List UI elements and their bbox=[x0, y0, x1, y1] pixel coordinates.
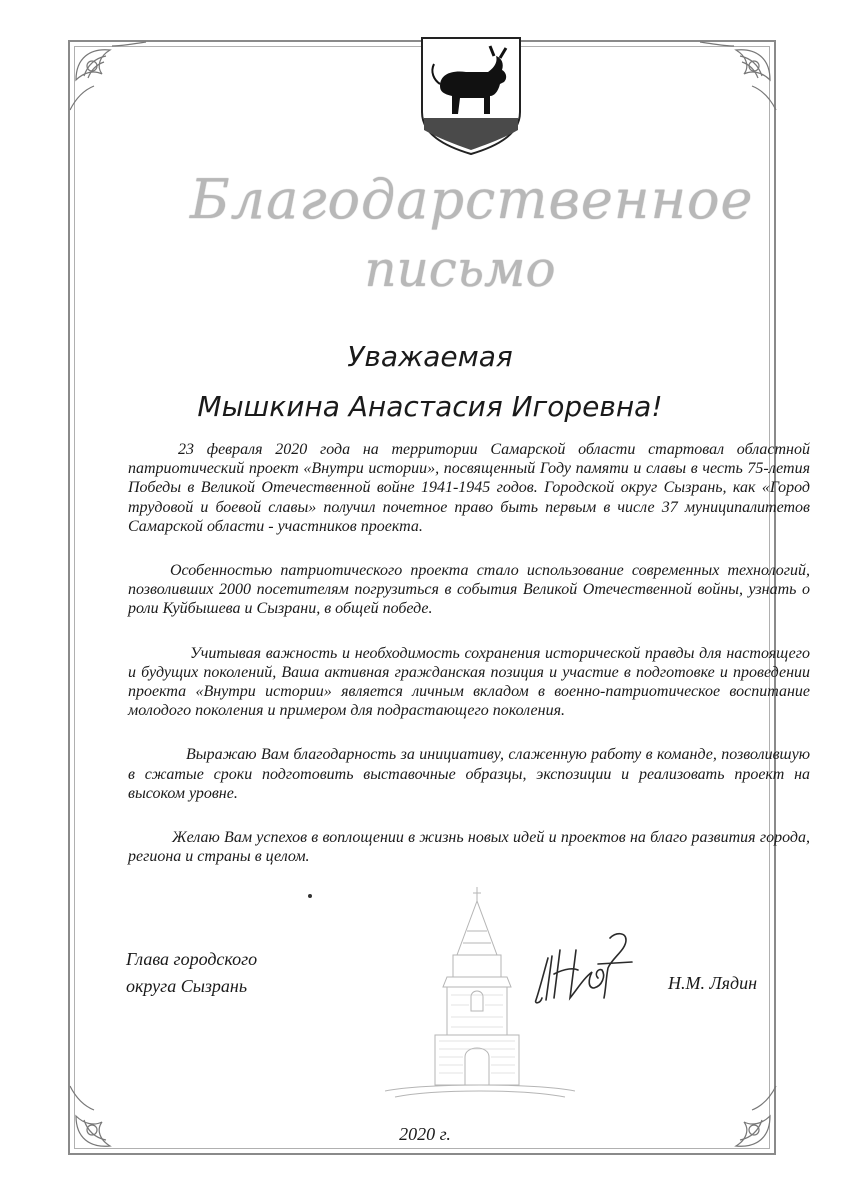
signer-name: Н.М. Лядин bbox=[668, 973, 758, 993]
letter-title: Благодарственное bbox=[190, 168, 754, 231]
body-paragraph: 23 февраля 2020 года на территории Самарской области стартовал областной патриотический проект «Внутри истории», посвященный Году памяти и славы в честь 75-летия Победы в Великой Отечественной войне 1941-1945 годов. Городской округ Сызрань, как «Город трудовой и боевой славы» получил почетное право быть первым в числе 37 муниципалитетов Самарской области - участников проекта. bbox=[128, 441, 810, 535]
ink-dot bbox=[308, 894, 312, 898]
ornament-corner-icon bbox=[66, 40, 150, 124]
body-paragraph: Особенностью патриотического проекта стало использование современных технологий, позволивших 2000 посетителям погрузиться в события Великой Отечественной войны, узнать о роли Куйбышева и Сызрани, в общей победе. bbox=[128, 562, 810, 618]
body-paragraph: Желаю Вам успехов в воплощении в жизнь новых идей и проектов на благо развития города, региона и страны в целом. bbox=[128, 829, 810, 866]
signer-position-line: округа Сызрань bbox=[126, 976, 248, 996]
ornament-corner-icon bbox=[696, 1072, 780, 1156]
signer-position bbox=[126, 946, 346, 1000]
ornament-corner-icon bbox=[66, 1072, 150, 1156]
body-paragraph: Выражаю Вам благодарность за инициативу, слаженную работу в команде, позволившую в сжатые сроки подготовить выставочные образцы, экспозиции и реализовать проект на высоком уровне. bbox=[128, 746, 810, 802]
salutation-greeting: Уважаемая bbox=[347, 340, 513, 373]
recipient-name: Мышкина Анастасия Игоревна! bbox=[197, 390, 663, 423]
body-paragraph: Учитывая важность и необходимость сохранения исторической правды для настоящего и будущих поколений, Ваша активная гражданская позиция и участие в подготовке и проведении проекта «Внутри истории» является личным вкладом в военно-патриотическое воспитание молодого поколения и примером для подрастающего поколения. bbox=[128, 644, 810, 720]
ornament-corner-icon bbox=[696, 40, 780, 124]
letter-body bbox=[128, 440, 810, 891]
letter-subtitle: письмо bbox=[364, 240, 556, 298]
signer-position-line: Глава городского bbox=[126, 949, 258, 969]
coat-of-arms-icon bbox=[418, 34, 524, 156]
letter-year: 2020 г. bbox=[399, 1124, 451, 1144]
handwritten-signature-icon bbox=[532, 928, 642, 1008]
